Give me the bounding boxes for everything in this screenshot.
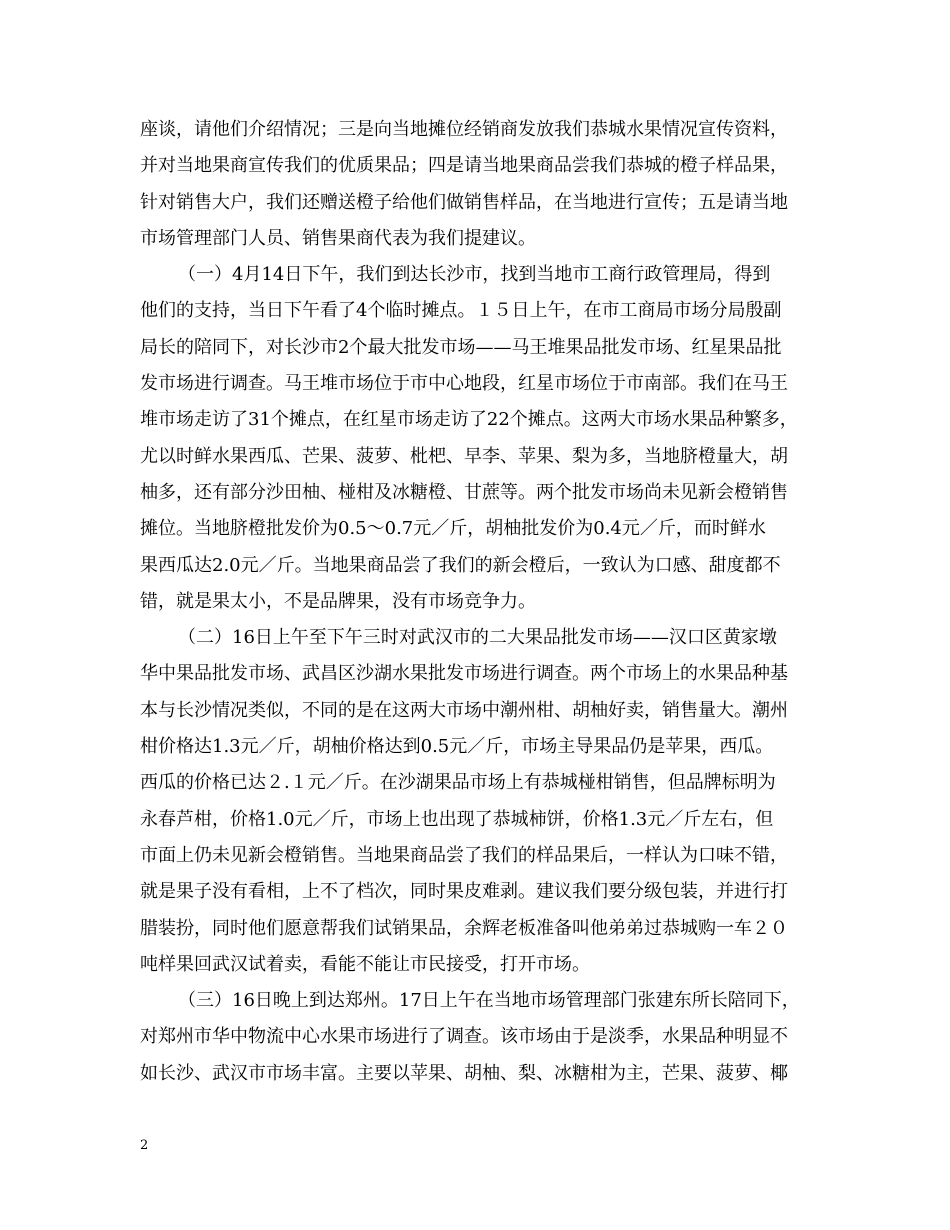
text-line-first: （一）4月14日下午，我们到达长沙市，找到当地市工商行政管理局，得到	[178, 264, 771, 286]
text-line: 永春芦柑，价格1.0元／斤，市场上也出现了恭城柿饼，价格1.3元／斤左右，但	[140, 808, 774, 830]
text-line: 错，就是果太小，不是品牌果，没有市场竞争力。	[140, 590, 536, 612]
paragraph-section-2-wuhan	[140, 620, 820, 983]
text-line: 柚多，还有部分沙田柚、椪柑及冰糖橙、甘蔗等。两个批发市场尚未见新会橙销售	[140, 481, 788, 503]
text-line: 尤以时鲜水果西瓜、芒果、菠萝、枇杷、早李、苹果、梨为多，当地脐橙量大，胡	[140, 445, 788, 467]
text-line: 市场管理部门人员、销售果商代表为我们提建议。	[140, 227, 536, 249]
page-number: 2	[140, 1138, 149, 1153]
text-line: 他们的支持，当日下午看了4个临时摊点。１５日上午，在市工商局市场分局殷副	[140, 300, 782, 322]
text-line: 市面上仍未见新会橙销售。当地果商品尝了我们的样品果后，一样认为口味不错，	[140, 844, 788, 866]
paragraph-section-1-changsha	[140, 257, 820, 620]
text-line: 局长的陪同下，对长沙市2个最大批发市场——马王堆果品批发市场、红星果品批	[140, 336, 782, 358]
text-line: 就是果子没有看相，上不了档次，同时果皮难剥。建议我们要分级包装，并进行打	[140, 881, 788, 903]
text-line: 华中果品批发市场、武昌区沙湖水果批发市场进行调查。两个市场上的水果品种基	[140, 663, 788, 685]
text-line-first: （三）16日晚上到达郑州。17日上午在当地市场管理部门张建东所长陪同下，	[178, 990, 800, 1012]
text-line: 果西瓜达2.0元／斤。当地果商品尝了我们的新会橙后，一致认为口感、甜度都不	[140, 554, 781, 576]
text-line: 发市场进行调查。马王堆市场位于市中心地段，红星市场位于市南部。我们在马王	[140, 373, 788, 395]
text-line: 西瓜的价格已达２.１元／斤。在沙湖果品市场上有恭城椪柑销售，但品牌标明为	[140, 772, 776, 794]
text-line: 并对当地果商宣传我们的优质果品；四是请当地果商品尝我们恭城的橙子样品果，	[140, 155, 788, 177]
text-line: 针对销售大户，我们还赠送橙子给他们做销售样品，在当地进行宣传；五是请当地	[140, 191, 788, 213]
paragraph-section-3-zhengzhou	[140, 983, 820, 1092]
body-text	[140, 112, 820, 1092]
text-line: 如长沙、武汉市市场丰富。主要以苹果、胡柚、梨、冰糖柑为主，芒果、菠萝、椰	[140, 1062, 788, 1084]
text-line: 堆市场走访了31个摊点，在红星市场走访了22个摊点。这两大市场水果品种繁多，	[140, 409, 798, 431]
text-line: 本与长沙情况类似，不同的是在这两大市场中潮州柑、胡柚好卖，销售量大。潮州	[140, 699, 788, 721]
text-line: 吨样果回武汉试着卖，看能不能让市民接受，打开市场。	[140, 953, 590, 975]
text-line: 柑价格达1.3元／斤，胡柚价格达到0.5元／斤，市场主导果品仍是苹果，西瓜。	[140, 736, 774, 758]
text-line: 对郑州市华中物流中心水果市场进行了调查。该市场由于是淡季，水果品种明显不	[140, 1026, 788, 1048]
text-line: 腊装扮，同时他们愿意帮我们试销果品，余辉老板准备叫他弟弟过恭城购一车２０	[140, 917, 788, 939]
paragraph-intro-continued	[140, 112, 820, 257]
text-line: 摊位。当地脐橙批发价为0.5～0.7元／斤，胡柚批发价为0.4元／斤，而时鲜水	[140, 518, 766, 540]
text-line: 座谈，请他们介绍情况；三是向当地摊位经销商发放我们恭城水果情况宣传资料，	[140, 119, 788, 140]
text-line-first: （二）16日上午至下午三时对武汉市的二大果品批发市场——汉口区黄家墩	[178, 627, 777, 649]
